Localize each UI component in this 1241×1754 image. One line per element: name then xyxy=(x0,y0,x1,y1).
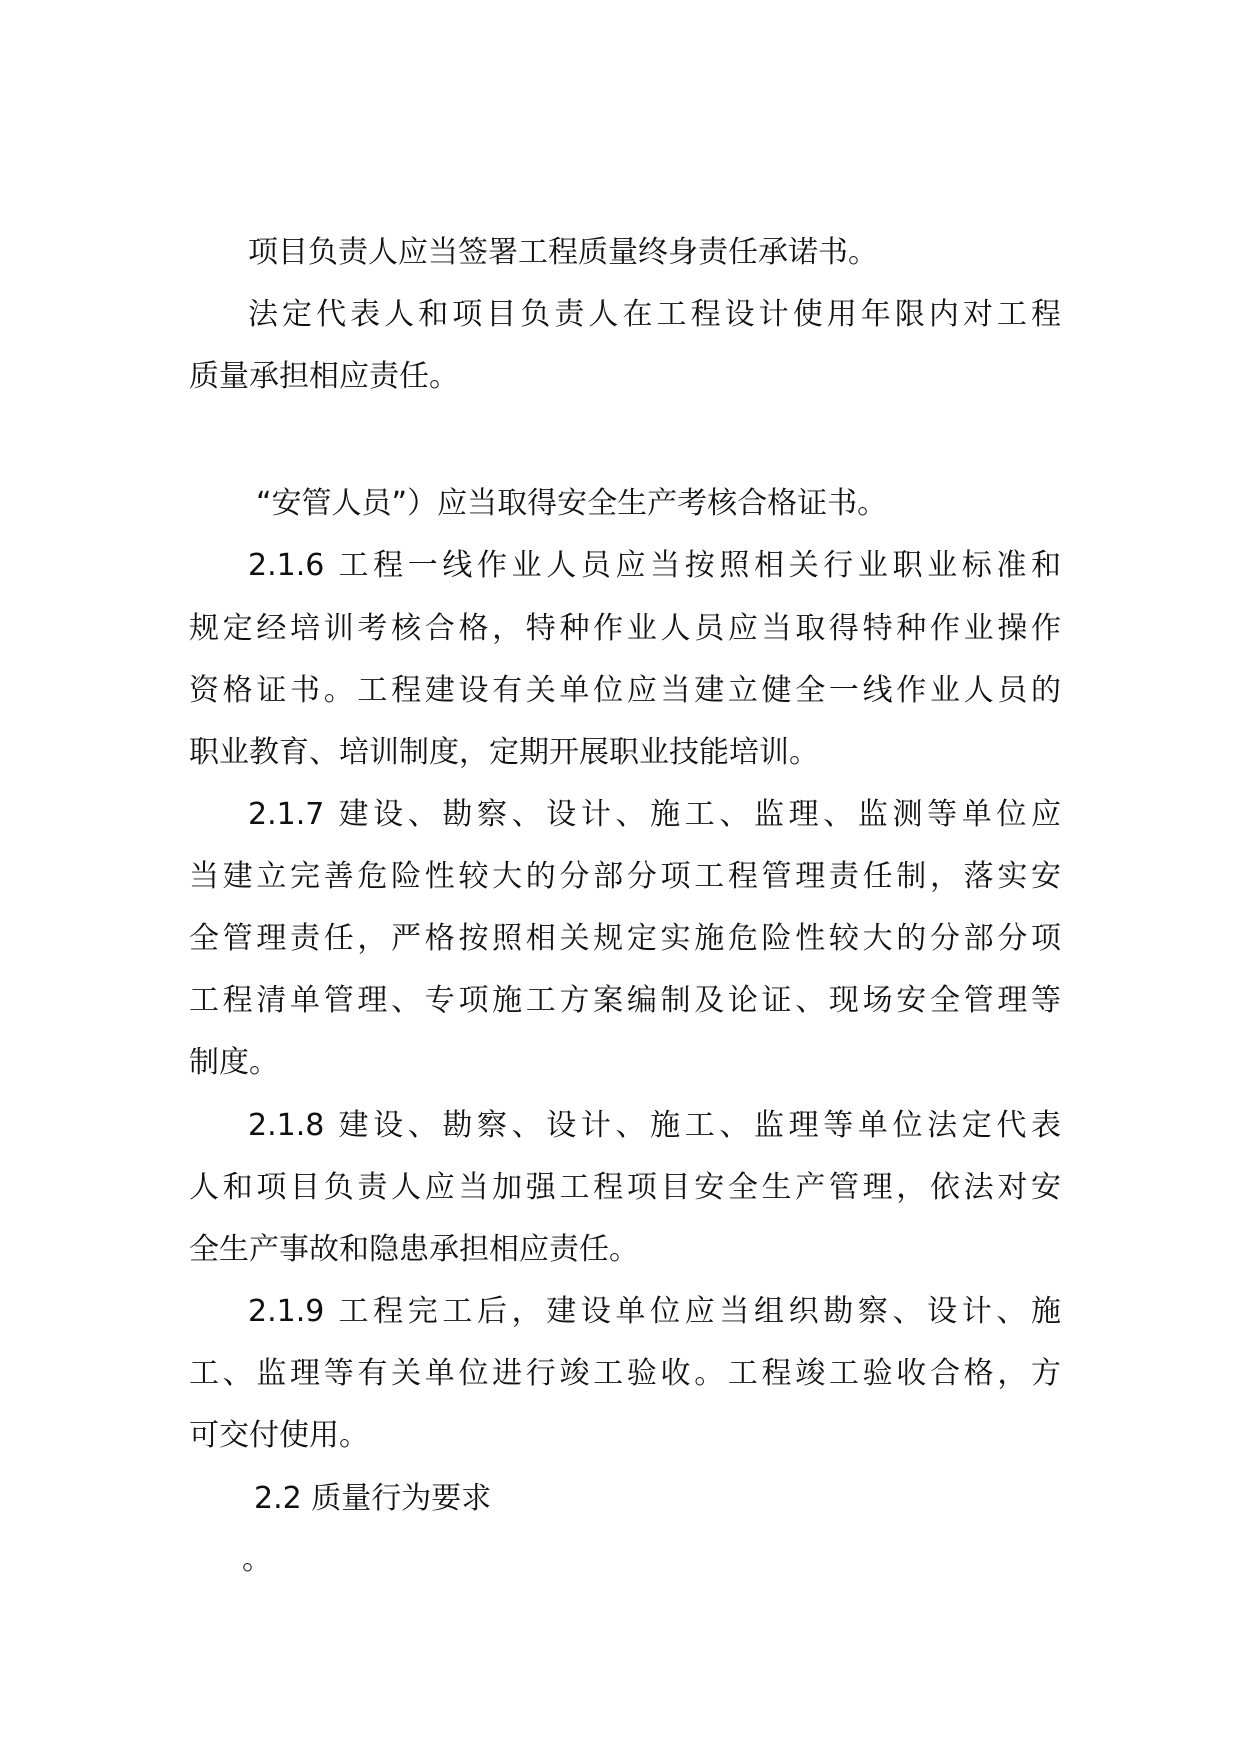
text-line: 2.1.6 工程一线作业人员应当按照相关行业职业标准和 xyxy=(248,548,1061,583)
text-line: 2.1.8 建设、勘察、设计、施工、监理等单位法定代表 xyxy=(248,1108,1061,1143)
text-line: 全管理责任，严格按照相关规定实施危险性较大的分部分项 xyxy=(189,921,1061,956)
text-line: 规定经培训考核合格，特种作业人员应当取得特种作业操作 xyxy=(189,611,1061,646)
text-line: 2.1.9 工程完工后，建设单位应当组织勘察、设计、施 xyxy=(248,1294,1061,1329)
text-line: 工、监理等有关单位进行竣工验收。工程竣工验收合格，方 xyxy=(189,1356,1061,1391)
text-line: 项目负责人应当签署工程质量终身责任承诺书。 xyxy=(248,235,878,270)
text-line: 全生产事故和隐患承担相应责任。 xyxy=(189,1232,639,1267)
text-line: 工程清单管理、专项施工方案编制及论证、现场安全管理等 xyxy=(189,983,1061,1018)
text-line: 法定代表人和项目负责人在工程设计使用年限内对工程 xyxy=(248,297,1061,332)
text-line: 可交付使用。 xyxy=(189,1418,369,1453)
text-line: 资格证书。工程建设有关单位应当建立健全一线作业人员的 xyxy=(189,673,1061,708)
text-line: 。 xyxy=(242,1542,272,1577)
section-heading: 2.2 质量行为要求 xyxy=(254,1481,492,1516)
text-line: 质量承担相应责任。 xyxy=(189,359,459,394)
text-line: 制度。 xyxy=(189,1045,279,1080)
text-line: 当建立完善危险性较大的分部分项工程管理责任制，落实安 xyxy=(189,859,1061,894)
text-line: 人和项目负责人应当加强工程项目安全生产管理，依法对安 xyxy=(189,1170,1061,1205)
text-line: 职业教育、培训制度，定期开展职业技能培训。 xyxy=(189,735,819,770)
text-line: “安管人员”）应当取得安全生产考核合格证书。 xyxy=(256,486,888,521)
text-line: 2.1.7 建设、勘察、设计、施工、监理、监测等单位应 xyxy=(248,797,1061,832)
